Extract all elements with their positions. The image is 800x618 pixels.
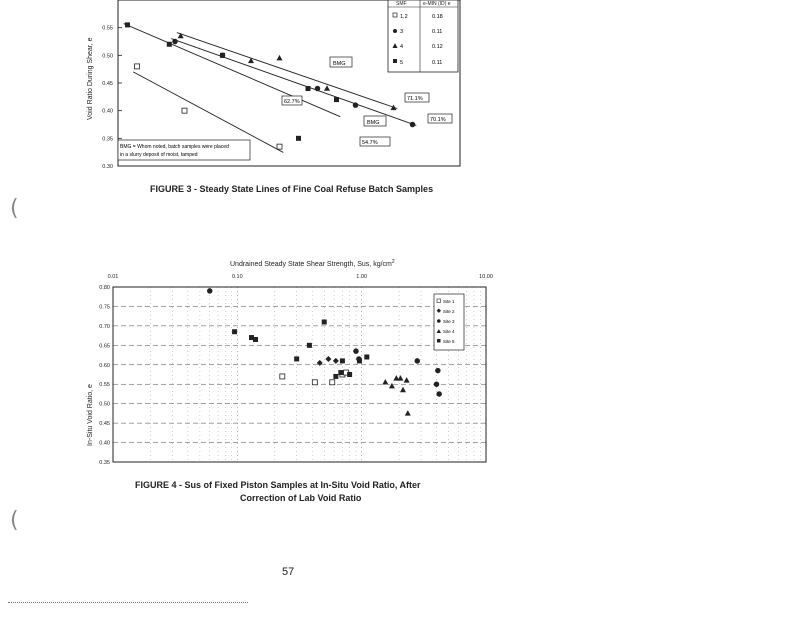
fig4-legend: [434, 294, 464, 350]
fig3-point: [135, 64, 140, 69]
fig4-point: [364, 355, 369, 360]
fig4-y-tick-label: 0.70: [99, 323, 110, 330]
fig3-y-tick-label: 0.55: [102, 25, 113, 32]
fig4-point: [207, 288, 213, 294]
fig3-point: [353, 102, 359, 108]
fig4-point: [357, 358, 362, 363]
fig3-point: [315, 86, 321, 92]
fig4-point: [253, 337, 258, 342]
fig4-y-tick-label: 0.40: [99, 440, 110, 447]
fig3-y-tick-label: 0.40: [102, 108, 113, 115]
fig3-annotation-bmg-1: [330, 57, 352, 67]
fig4-data-points: [207, 288, 442, 416]
fig4-y-tick-label: 0.60: [99, 362, 110, 369]
fig4-point: [434, 381, 440, 387]
page-number: 57: [282, 566, 295, 578]
fig3-legend-value-1: 0.18: [432, 14, 443, 20]
fig4-y-tick-label: 0.45: [99, 421, 110, 428]
fig4-point: [435, 368, 441, 374]
footer-scan-artifact: [8, 602, 248, 603]
fig4-x-tick-label: 0.01: [107, 274, 119, 280]
fig3-legend-header-value: e-MIN (ID) e: [423, 1, 451, 7]
fig4-point: [338, 370, 343, 375]
fig3-point: [277, 55, 283, 61]
fig3-y-tick-label: 0.50: [102, 53, 113, 60]
fig4-y-tick-label: 0.65: [99, 343, 110, 350]
fig3-note-line-1: BMG = Whom noted, batch samples were placed: [120, 144, 229, 150]
fig4-point: [307, 343, 312, 348]
fig3-annotation-text: 54.7%: [362, 140, 378, 146]
fig3-legend-header-sample: SMF: [396, 1, 407, 7]
figure-3-caption: FIGURE 3 - Steady State Lines of Fine Coal Refuse Batch Samples: [150, 184, 434, 194]
fig3-y-tick-label: 0.30: [102, 164, 113, 170]
figure-4-caption-line-2: Correction of Lab Void Ratio: [240, 493, 362, 503]
fig3-data-points: [125, 22, 415, 149]
fig3-annotation-text: 71.1%: [407, 96, 423, 102]
fig4-point: [330, 380, 335, 385]
figure-4-chart: [0, 250, 800, 480]
fig3-point: [182, 108, 187, 113]
fig4-point: [404, 377, 410, 382]
fig4-point: [397, 375, 403, 381]
figure-4-caption: FIGURE 4 - Sus of Fixed Piston Samples at In-Situ Void Ratio, After: [135, 480, 421, 490]
fig3-steady-state-line: [124, 24, 341, 117]
fig4-point: [382, 379, 388, 385]
fig3-legend: [388, 0, 458, 72]
fig4-grid-lines: [113, 287, 486, 462]
fig3-legend-value-3: 0.12: [432, 44, 443, 50]
fig3-annotation-627: [282, 96, 302, 105]
fig3-legend-sample-1: 1,2: [400, 14, 408, 20]
fig3-point: [334, 97, 339, 102]
fig4-point: [312, 380, 317, 385]
fig3-point: [220, 53, 225, 58]
fig4-point: [333, 374, 338, 379]
fig3-annotation-701: [428, 114, 452, 123]
fig3-annotation-bmg-2: [364, 116, 386, 126]
figure-3-chart: [0, 0, 800, 200]
fig4-plot-frame: [113, 287, 486, 462]
fig4-legend-site-1: Site 1: [443, 299, 455, 304]
fig4-legend-site-2: Site 2: [443, 309, 455, 314]
fig3-legend-open-square-icon: [393, 13, 397, 17]
fig4-point: [400, 387, 406, 393]
fig4-y-tick-label: 0.50: [99, 401, 110, 408]
fig4-point: [389, 383, 395, 389]
fig3-legend-value-4: 0.11: [432, 60, 443, 66]
fig3-y-tick-label: 0.35: [102, 136, 113, 143]
fig3-note-box: [118, 140, 250, 160]
fig3-annotation-text: 62.7%: [284, 99, 300, 105]
binder-mark-icon: (: [10, 196, 19, 221]
fig3-annotation-711: [405, 93, 429, 102]
fig3-note-line-2: in a slurry deposit of moist, tamped: [120, 152, 198, 158]
fig4-point: [232, 329, 237, 334]
fig4-point: [325, 356, 331, 362]
binder-mark-icon: (: [10, 508, 19, 533]
fig4-point: [280, 374, 285, 379]
fig3-point: [410, 122, 416, 128]
fig3-annotation-text: BMG: [333, 61, 346, 67]
fig4-y-tick-label: 0.75: [99, 304, 110, 311]
fig4-point: [340, 358, 345, 363]
fig4-point: [353, 348, 359, 354]
fig4-point: [436, 391, 442, 397]
fig3-y-tick-label: 0.45: [102, 81, 113, 87]
fig3-annotation-text: 70.1%: [430, 117, 446, 123]
fig4-point: [322, 320, 327, 325]
fig3-point: [172, 39, 178, 45]
fig4-legend-circle-icon: [437, 319, 441, 323]
fig3-point: [167, 42, 172, 47]
fig4-x-tick-label: 10.00: [479, 274, 493, 280]
fig3-legend-value-2: 0.11: [432, 29, 443, 35]
fig4-point: [333, 358, 339, 364]
fig3-point: [391, 105, 397, 111]
fig4-legend-open-square-icon: [437, 299, 441, 303]
fig4-legend-filled-square-icon: [437, 339, 441, 343]
fig4-y-axis-label: In-Situ Void Ratio, e: [87, 384, 94, 446]
fig4-point: [415, 358, 421, 364]
fig3-legend-circle-icon: [393, 29, 397, 33]
fig4-y-tick-label: 0.55: [99, 382, 110, 389]
fig3-legend-filled-square-icon: [393, 59, 397, 63]
fig4-x-tick-label: 1.00: [356, 274, 368, 280]
fig3-point: [125, 22, 130, 27]
fig4-y-tick-label: 0.80: [99, 285, 110, 291]
fig3-point: [306, 86, 311, 91]
fig4-x-ticks: [108, 274, 493, 280]
fig3-legend-sample-2: 3: [400, 29, 404, 35]
fig3-legend-sample-3: 4: [400, 44, 404, 50]
fig4-point: [405, 410, 411, 416]
fig4-y-ticks: [99, 285, 110, 466]
fig4-point: [294, 356, 299, 361]
fig4-legend-site-4: Site 4: [443, 329, 455, 334]
fig4-y-tick-label: 0.35: [99, 460, 110, 466]
fig4-legend-site-5: Site 5: [443, 339, 455, 344]
fig3-annotation-text: BMG: [367, 120, 380, 126]
fig4-legend-site-3: Site 3: [443, 319, 455, 324]
fig3-legend-sample-4: 5: [400, 60, 404, 66]
fig4-x-tick-label: 0.10: [231, 274, 243, 280]
fig3-y-axis-label: Void Ratio During Shear, e: [87, 37, 94, 120]
fig3-point: [324, 85, 330, 91]
fig3-point: [277, 144, 282, 149]
fig4-point: [347, 372, 352, 377]
fig3-point: [296, 136, 301, 141]
fig3-annotation-547: [360, 137, 390, 146]
fig4-top-axis-label: Undrained Steady State Shear Strength, Sus, $kg/cm^2$: [230, 259, 395, 268]
